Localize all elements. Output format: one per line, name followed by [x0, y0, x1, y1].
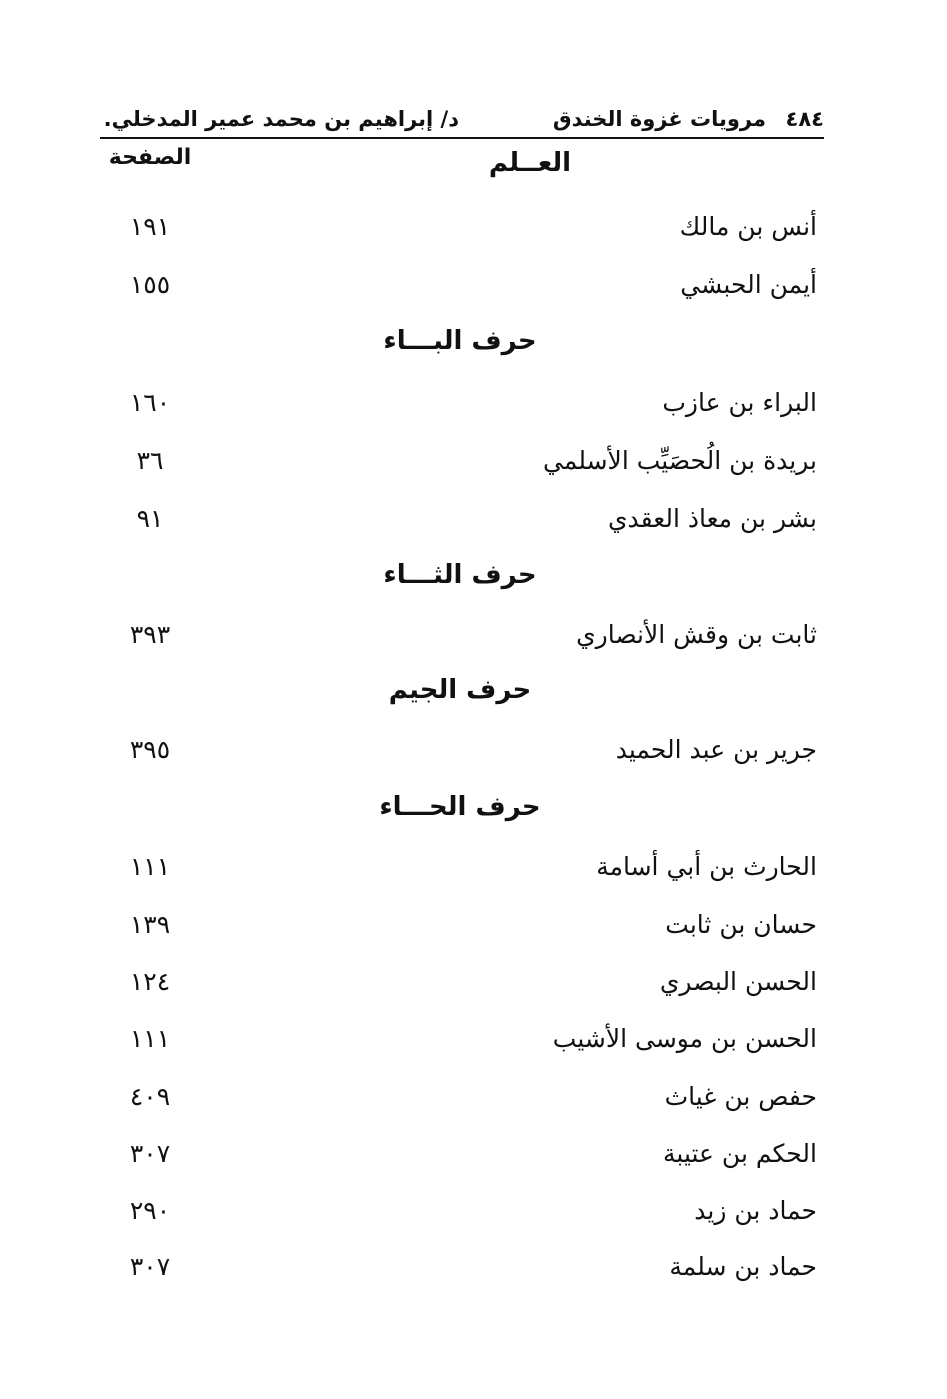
- section-title: حرف الثـــاء: [383, 560, 537, 590]
- author-name: د/ إبراهيم بن محمد عمير المدخلي.: [103, 107, 459, 131]
- index-entry-name: أنس بن مالك: [679, 212, 817, 241]
- index-entry-page: ٣٩٥: [129, 735, 171, 764]
- index-entry-name: الحكم بن عتيبة: [663, 1139, 817, 1168]
- section-title: حرف الجيم: [388, 675, 532, 705]
- index-entry-page: ١٥٥: [129, 270, 171, 299]
- index-entry-page: ٣٠٧: [129, 1252, 171, 1281]
- index-entry-page: ١١١: [129, 852, 171, 881]
- index-entry-page: ١٢٤: [129, 967, 171, 996]
- index-entry-name: الحسن بن موسى الأشيب: [552, 1024, 817, 1053]
- column-heading-name: العــلم: [488, 148, 572, 178]
- index-entry-name: الحسن البصري: [659, 967, 817, 996]
- book-title: مرويات غزوة الخندق: [552, 107, 766, 131]
- index-entry-page: ٢٩٠: [129, 1196, 171, 1225]
- index-entry-page: ١٦٠: [129, 388, 171, 417]
- index-entry-page: ٩١: [136, 504, 164, 533]
- index-entry-page: ١٩١: [129, 212, 171, 241]
- index-entry-page: ١٣٩: [129, 910, 171, 939]
- index-entry-name: حفص بن غياث: [664, 1082, 817, 1111]
- index-entry-name: جرير بن عبد الحميد: [615, 735, 817, 764]
- index-entry-name: الحارث بن أبي أسامة: [596, 852, 817, 881]
- index-entry-name: البراء بن عازب: [662, 388, 817, 417]
- index-entry-page: ٣٠٧: [129, 1139, 171, 1168]
- index-entry-name: بريدة بن الُحصَيِّب الأسلمي: [543, 446, 817, 475]
- section-title: حرف البـــاء: [383, 326, 537, 356]
- header-rule: [100, 137, 824, 139]
- index-entry-page: ٣٩٣: [129, 620, 171, 649]
- index-entry-page: ٣٦: [136, 446, 164, 475]
- column-heading-page: الصفحة: [108, 145, 192, 170]
- index-entry-name: حماد بن زيد: [694, 1196, 817, 1225]
- index-entry-name: حسان بن ثابت: [665, 910, 817, 939]
- index-entry-page: ١١١: [129, 1024, 171, 1053]
- index-entry-name: أيمن الحبشي: [680, 270, 817, 299]
- running-header: [100, 103, 824, 137]
- page-number: ٤٨٤: [785, 107, 824, 131]
- index-entry-name: ثابت بن وقش الأنصاري: [576, 620, 817, 649]
- index-entry-name: بشر بن معاذ العقدي: [607, 504, 817, 533]
- index-entry-page: ٤٠٩: [129, 1082, 171, 1111]
- section-title: حرف الحـــاء: [379, 792, 541, 822]
- index-entry-name: حماد بن سلمة: [669, 1252, 817, 1281]
